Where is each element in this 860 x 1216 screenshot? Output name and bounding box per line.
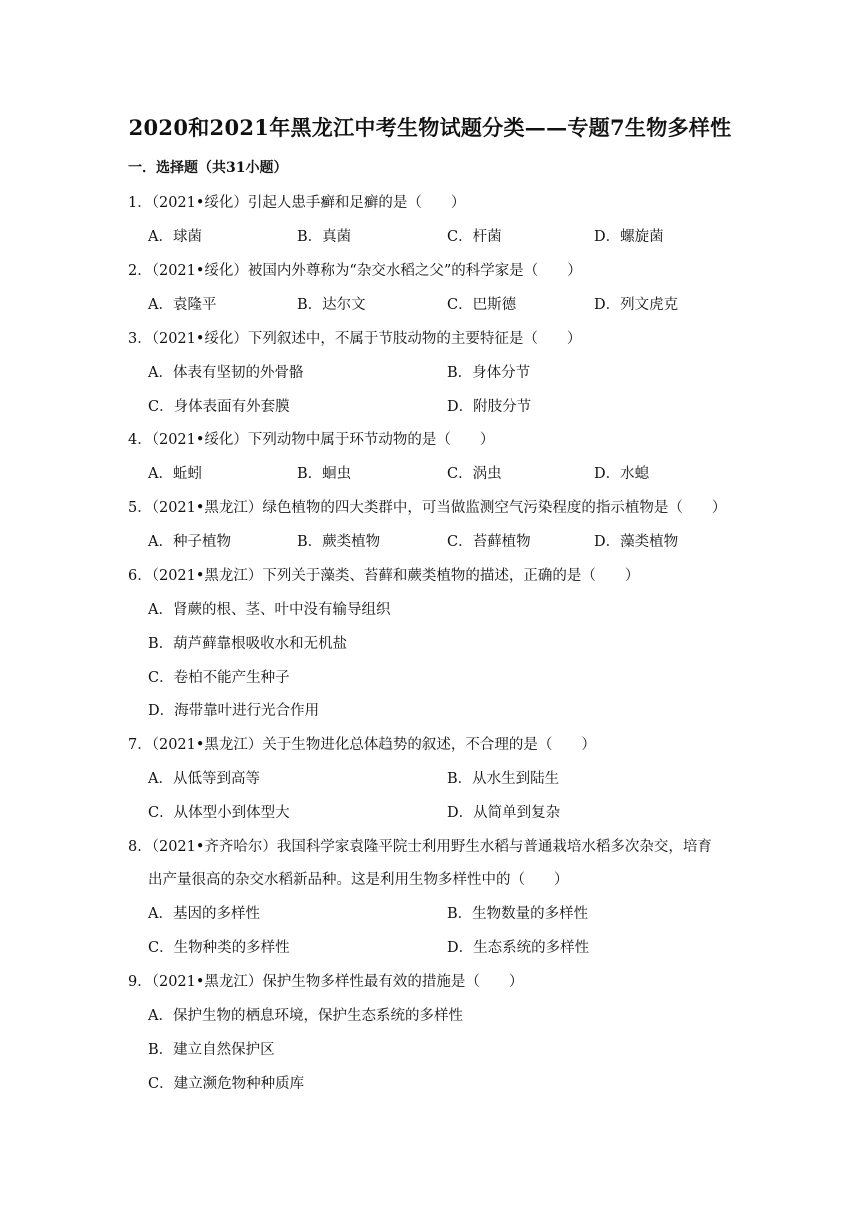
question-8-stem: 8．（2021•齐齐哈尔）我国科学家袁隆平院士利用野生水稻与普通栽培水稻多次杂交，培育: [128, 839, 712, 855]
question-4-option-b: B．蛔虫: [297, 466, 352, 482]
question-1-stem: 1．（2021•绥化）引起人患手癣和足癣的是（ ）: [128, 195, 466, 211]
question-9-stem: 9．（2021•黑龙江）保护生物多样性最有效的措施是（ ）: [128, 974, 524, 990]
question-8-option-a: A．基因的多样性: [148, 906, 260, 922]
question-7-option-d: D．从简单到复杂: [447, 805, 561, 821]
question-5-option-d: D．藻类植物: [594, 534, 679, 550]
question-7-option-a: A．从低等到高等: [148, 771, 260, 787]
question-5-stem: 5．（2021•黑龙江）绿色植物的四大类群中，可当做监测空气污染程度的指示植物是（ ）: [128, 500, 727, 516]
question-7-stem: 7．（2021•黑龙江）关于生物进化总体趋势的叙述，不合理的是（ ）: [128, 737, 596, 753]
question-3-option-a: A．体表有坚韧的外骨骼: [148, 365, 304, 381]
question-6-option-d: D．海带靠叶进行光合作用: [148, 703, 320, 719]
question-1-option-a: A．球菌: [148, 229, 202, 245]
question-3-option-d: D．附肢分节: [447, 399, 532, 415]
question-2-option-c: C．巴斯德: [447, 297, 517, 313]
question-8-option-b: B．生物数量的多样性: [447, 906, 589, 922]
page-title: 2020和2021年黑龙江中考生物试题分类——专题7生物多样性: [128, 115, 732, 140]
question-3-option-c: C．身体表面有外套膜: [148, 399, 290, 415]
question-8-option-d: D．生态系统的多样性: [447, 940, 590, 956]
question-9-option-a: A．保护生物的栖息环境，保护生态系统的多样性: [148, 1008, 463, 1024]
question-6-option-b: B．葫芦藓靠根吸收水和无机盐: [148, 636, 348, 652]
question-7-option-b: B．从水生到陆生: [447, 771, 560, 787]
question-2-option-d: D．列文虎克: [594, 297, 679, 313]
question-1-option-d: D．螺旋菌: [594, 229, 664, 245]
question-8-option-c: C．生物种类的多样性: [148, 940, 290, 956]
question-6-option-a: A．肾蕨的根、茎、叶中没有输导组织: [148, 602, 391, 618]
question-2-option-a: A．袁隆平: [148, 297, 217, 313]
question-4-stem: 4．（2021•绥化）下列动物中属于环节动物的是（ ）: [128, 432, 495, 448]
question-8-stem-continued: 出产量很高的杂交水稻新品种。这是利用生物多样性中的（ ）: [148, 872, 569, 888]
question-6-option-c: C．卷柏不能产生种子: [148, 670, 290, 686]
question-5-option-c: C．苔藓植物: [447, 534, 531, 550]
question-4-option-d: D．水螅: [594, 466, 650, 482]
question-2-option-b: B．达尔文: [297, 297, 366, 313]
section-heading: 一．选择题（共31小题）: [128, 160, 288, 176]
question-2-stem: 2．（2021•绥化）被国内外尊称为“杂交水稻之父”的科学家是（ ）: [128, 263, 582, 279]
question-9-option-c: C．建立濒危物种种质库: [148, 1076, 305, 1092]
question-5-option-b: B．蕨类植物: [297, 534, 381, 550]
question-1-option-c: C．杆菌: [447, 229, 502, 245]
question-4-option-c: C．涡虫: [447, 466, 502, 482]
question-7-option-c: C．从体型小到体型大: [148, 805, 290, 821]
question-9-option-b: B．建立自然保护区: [148, 1042, 275, 1058]
question-1-option-b: B．真菌: [297, 229, 352, 245]
question-5-option-a: A．种子植物: [148, 534, 231, 550]
question-6-stem: 6．（2021•黑龙江）下列关于藻类、苔藓和蕨类植物的描述，正确的是（ ）: [128, 568, 640, 584]
question-3-option-b: B．身体分节: [447, 365, 531, 381]
question-4-option-a: A．蚯蚓: [148, 466, 202, 482]
question-3-stem: 3．（2021•绥化）下列叙述中，不属于节肢动物的主要特征是（ ）: [128, 331, 582, 347]
